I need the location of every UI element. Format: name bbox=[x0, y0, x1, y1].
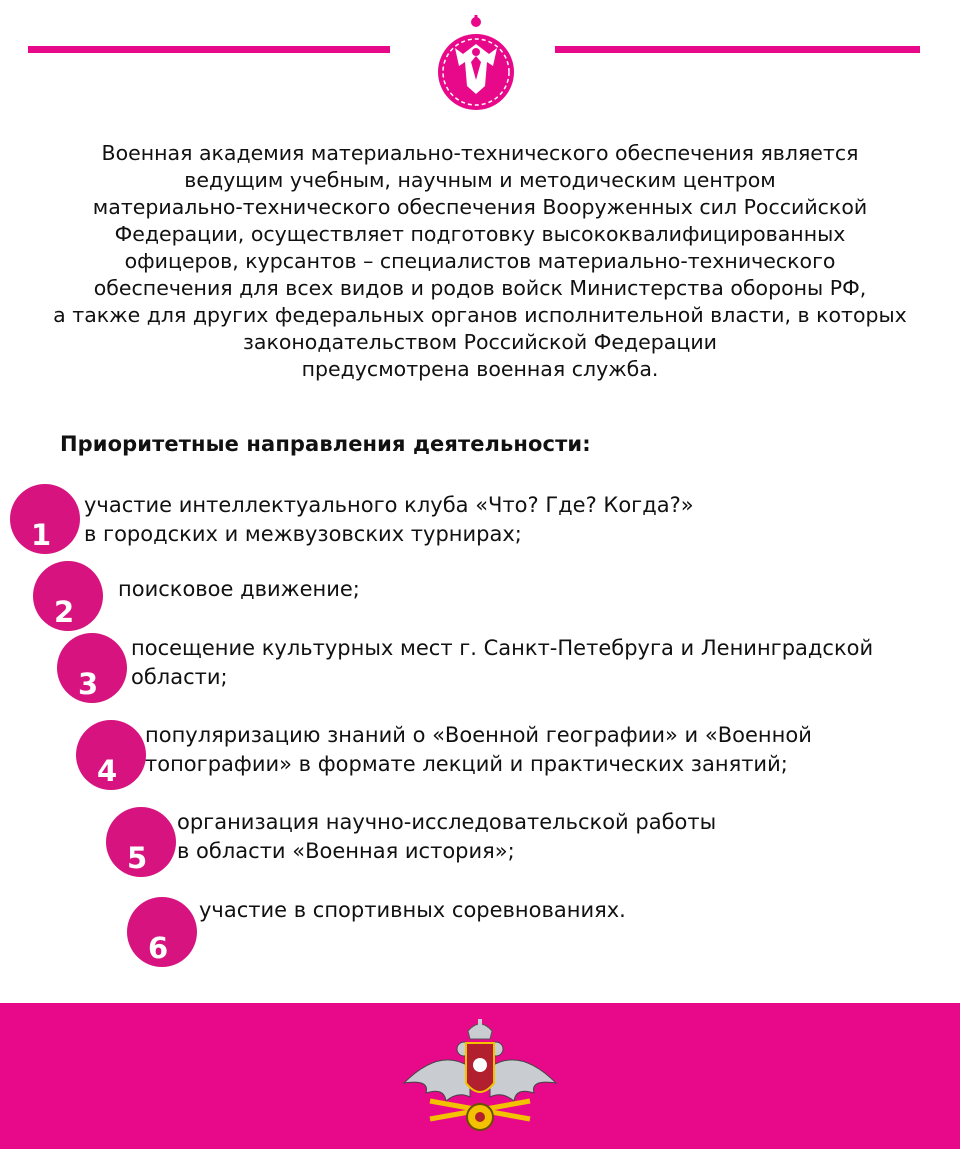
priority-text bbox=[199, 896, 626, 925]
priority-line: участие в спортивных соревнованиях. bbox=[199, 898, 626, 922]
priority-line: популяризацию знаний о «Военной географии» и «Военной bbox=[145, 723, 812, 747]
priority-line: в области «Военная история»; bbox=[177, 839, 515, 863]
priorities-heading: Приоритетные направления деятельности: bbox=[60, 432, 591, 456]
priority-number: 4 bbox=[97, 754, 118, 788]
intro-line: а также для других федеральных органов исполнительной власти, в которых bbox=[53, 303, 907, 327]
intro-line: материально-технического обеспечения Вооруженных сил Российской bbox=[92, 195, 868, 219]
priority-number-badge bbox=[10, 484, 80, 554]
priority-number: 5 bbox=[127, 841, 148, 875]
priority-number-badge bbox=[127, 897, 197, 967]
priority-line: топографии» в формате лекций и практических занятий; bbox=[145, 752, 788, 776]
priority-number: 6 bbox=[148, 931, 169, 965]
priority-line: организация научно-исследовательской работы bbox=[177, 810, 717, 834]
priority-line: посещение культурных мест г. Санкт-Петебруга и Ленинградской bbox=[131, 636, 874, 660]
priority-number-badge bbox=[106, 807, 176, 877]
intro-paragraph bbox=[40, 140, 920, 383]
intro-line: обеспечения для всех видов и родов войск Министерства обороны РФ, bbox=[93, 276, 867, 300]
priority-number-badge bbox=[33, 561, 103, 631]
priority-number: 2 bbox=[54, 595, 75, 629]
priority-text bbox=[118, 575, 360, 604]
header-rule-left bbox=[28, 46, 390, 53]
priority-number: 1 bbox=[31, 518, 52, 552]
double-headed-eagle-emblem-icon bbox=[400, 1017, 560, 1143]
priority-text bbox=[131, 634, 873, 692]
intro-line: законодательством Российской Федерации bbox=[243, 330, 717, 354]
priority-number: 3 bbox=[78, 667, 99, 701]
intro-line: предусмотрена военная служба. bbox=[301, 357, 659, 381]
priority-text bbox=[177, 808, 716, 866]
intro-line: Федерации, осуществляет подготовку высококвалифицированных bbox=[114, 222, 846, 246]
academy-emblem-icon bbox=[431, 14, 521, 114]
intro-line: Военная академия материально-технического обеспечения является bbox=[101, 141, 859, 165]
priority-line: участие интеллектуального клуба «Что? Где? Когда?» bbox=[84, 493, 694, 517]
priority-line: области; bbox=[131, 665, 228, 689]
priority-text bbox=[84, 491, 694, 549]
priority-line: поисковое движение; bbox=[118, 577, 360, 601]
intro-line: ведущим учебным, научным и методическим центром bbox=[184, 168, 776, 192]
header-rule-right bbox=[555, 46, 920, 53]
intro-line: офицеров, курсантов – специалистов материально-технического bbox=[124, 249, 836, 273]
priority-text bbox=[145, 721, 812, 779]
priority-number-badge bbox=[57, 633, 127, 703]
priority-line: в городских и межвузовских турнирах; bbox=[84, 522, 522, 546]
priority-number-badge bbox=[76, 720, 146, 790]
